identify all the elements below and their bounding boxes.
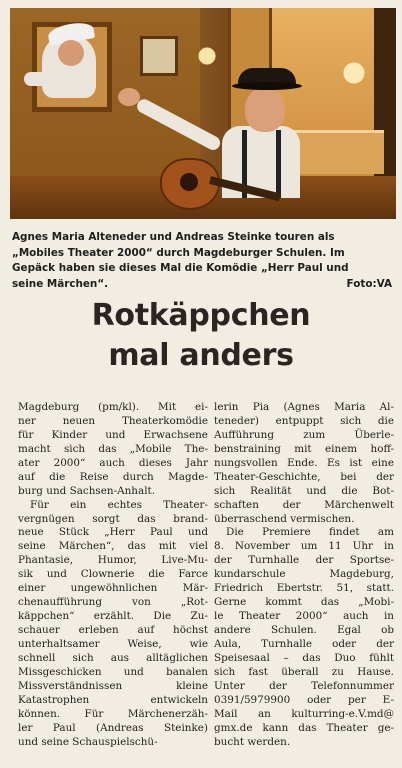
caption-line: „Mobiles Theater 2000“ durch Magdeburger Schulen. Im — [12, 246, 345, 259]
article-word: Reise — [79, 470, 109, 483]
article-line: bucht werden. — [214, 735, 291, 748]
article-word: Speisesaal — [214, 651, 270, 664]
photo-suspender — [276, 130, 281, 198]
article-word: ei- — [195, 401, 208, 413]
article-word: echtes — [107, 498, 142, 511]
article-word: ater — [18, 456, 40, 469]
article-word: Kinder — [51, 428, 88, 441]
article-word: seine — [18, 540, 46, 553]
article-word: „Herr — [104, 526, 135, 539]
article-word: November — [234, 540, 290, 553]
article-line — [214, 694, 394, 708]
article-word: und — [306, 484, 327, 497]
article-word: ob — [381, 624, 394, 636]
article-word: kommt — [265, 596, 302, 609]
article-word: Ebertstr. — [276, 582, 323, 595]
article-line — [18, 499, 208, 513]
article-word: das — [320, 596, 340, 609]
article-word: (pm/kl). — [98, 401, 140, 413]
article-word: macht — [18, 442, 51, 455]
article-word: Hause. — [357, 665, 394, 678]
article-word: Die — [153, 610, 172, 623]
headline — [0, 296, 402, 376]
article-word: das — [127, 540, 146, 553]
article-word: Theater — [239, 610, 281, 623]
article-word: Turnhalle — [248, 554, 300, 567]
article-word: Stück — [58, 526, 90, 539]
article-word: Missverständnissen — [18, 679, 123, 692]
article-word: die — [148, 568, 165, 581]
article-word: erleben — [78, 624, 119, 636]
article-word: Mit — [158, 401, 177, 413]
caption-line: Gepäck haben sie dieses Mal die Komödie „Herr Paul und — [12, 262, 349, 274]
article-word: die — [377, 414, 394, 427]
article-word: Weise, — [127, 637, 162, 650]
article-word: der — [282, 498, 301, 511]
photo-actor-arm — [24, 72, 70, 86]
article-word: kundarschule — [214, 568, 286, 581]
article-word: andere — [214, 624, 251, 636]
article-line — [18, 624, 208, 638]
article-line — [214, 485, 394, 499]
article-word: (Agnes — [283, 401, 320, 413]
article-word: findet — [329, 526, 360, 539]
article-word: alltäglichen — [146, 651, 208, 664]
article-word: auf — [137, 624, 155, 636]
article-line: überraschend vermischen. — [214, 512, 355, 525]
article-word: der — [269, 679, 287, 692]
article-word: Schulen. — [271, 624, 317, 636]
article-line — [18, 568, 208, 582]
article-word: Theaterkomödie — [121, 414, 208, 427]
article-line — [18, 638, 208, 652]
article-word: (Andreas — [96, 721, 144, 734]
article-word: um — [300, 540, 318, 553]
article-word: oder — [332, 637, 357, 650]
article-word: auch — [99, 456, 125, 469]
article-word: Theater — [326, 721, 368, 734]
article-word: kann — [262, 721, 289, 734]
photo-actor-face — [245, 88, 285, 132]
article-word: Aufführung — [214, 428, 274, 441]
article-word: überall — [281, 665, 319, 678]
article-word: unterhaltsamer — [18, 637, 100, 650]
article-photo — [10, 8, 396, 219]
article-word: brand- — [173, 512, 208, 525]
article-word: dieses — [138, 456, 172, 469]
article-line — [18, 401, 208, 415]
article-line — [18, 429, 208, 443]
article-word: Märchenerzäh- — [127, 707, 208, 720]
article-line — [18, 443, 208, 457]
caption-last-line — [12, 277, 392, 293]
article-word: benstraining — [214, 442, 281, 455]
article-word: per — [348, 693, 366, 706]
article-word: Theater-Geschichte, — [214, 470, 321, 483]
article-word: 11 — [328, 540, 342, 553]
article-word: Für — [84, 707, 104, 720]
article-line — [18, 415, 208, 429]
article-word: Uhr — [352, 540, 373, 553]
article-word: erzählt. — [93, 610, 135, 623]
article-word: der — [315, 554, 334, 567]
article-word: durch — [122, 470, 154, 483]
article-word: statt. — [366, 582, 394, 595]
article-word: „Mobile — [129, 442, 172, 455]
article-word: und — [105, 428, 126, 441]
article-word: der — [214, 554, 232, 567]
article-word: sich — [72, 651, 94, 664]
article-line — [214, 443, 394, 457]
article-line — [18, 680, 208, 694]
article-word: Magdeburg — [18, 401, 80, 413]
article-line: und seine Schauspielschü- — [18, 735, 158, 748]
article-word: wie — [189, 637, 208, 650]
article-word: fühlt — [369, 651, 394, 664]
article-line — [214, 582, 394, 596]
photo-actor-hand — [118, 88, 140, 106]
article-line — [18, 457, 208, 471]
article-word: das — [298, 721, 317, 734]
article-word: mit — [294, 442, 312, 455]
article-line — [214, 568, 394, 582]
article-word: in — [383, 610, 394, 623]
article-word: Märchen“, — [58, 540, 115, 553]
article-word: 2000“ — [53, 456, 86, 469]
article-word: gmx.de — [214, 721, 253, 734]
article-word: schnell — [18, 651, 56, 664]
article-word: Egal — [337, 624, 361, 636]
article-word: Live-Mu- — [161, 554, 208, 567]
article-line — [18, 526, 208, 540]
article-line — [214, 638, 394, 652]
article-word: hoff- — [370, 442, 394, 455]
article-word: ner — [18, 414, 36, 427]
article-word: 8. — [214, 540, 224, 553]
article-word: Gerne — [214, 596, 247, 609]
photo-flower — [340, 58, 368, 108]
article-word: Phantasie, — [18, 554, 74, 567]
article-word: Farce — [178, 568, 208, 581]
article-word: auf — [18, 470, 35, 483]
article-line: burg und Sachsen-Anhalt. — [18, 484, 155, 497]
article-line — [214, 457, 394, 471]
article-line — [214, 415, 394, 429]
article-line — [18, 471, 208, 485]
article-line — [18, 582, 208, 596]
article-word: E- — [382, 693, 394, 706]
article-line — [214, 401, 394, 415]
article-line — [214, 499, 394, 513]
article-line — [214, 540, 394, 554]
article-word: banalen — [166, 665, 208, 678]
article-word: sich — [214, 484, 236, 497]
headline-line: Rotkäppchen — [91, 298, 311, 333]
article-word: 0391/5979900 — [214, 693, 291, 706]
article-word: von — [132, 596, 151, 609]
article-word: vergnügen — [18, 512, 75, 525]
article-word: Duo — [334, 651, 356, 664]
article-word: Paul — [52, 721, 76, 734]
article-line — [18, 666, 208, 680]
article-word: das — [137, 512, 156, 525]
article-word: Unter — [214, 679, 245, 692]
article-word: ungewöhnlichen — [70, 582, 158, 595]
article-word: Mär- — [182, 582, 208, 595]
photo-flower — [196, 44, 218, 84]
article-line — [214, 624, 394, 638]
article-word: Überle- — [354, 428, 394, 441]
article-word: neuen — [62, 414, 96, 427]
article-word: sich — [63, 442, 86, 455]
article-line — [214, 471, 394, 485]
article-word: in — [383, 540, 394, 553]
article-word: eine — [371, 456, 394, 469]
article-word: höchst — [173, 624, 208, 636]
article-line — [214, 680, 394, 694]
article-line — [214, 708, 394, 722]
article-line — [18, 513, 208, 527]
article-word: ist — [349, 456, 363, 469]
article-word: für — [18, 428, 34, 441]
article-word: ein — [70, 498, 87, 511]
article-word: oder — [307, 693, 332, 706]
article-word: und — [46, 568, 67, 581]
article-word: kleine — [176, 679, 208, 692]
article-word: Bot- — [372, 484, 394, 497]
article-line — [214, 554, 394, 568]
article-word: Realität — [250, 484, 292, 497]
article-word: Turnhalle — [261, 637, 313, 650]
article-word: Missgeschicken — [18, 665, 102, 678]
article-word: und — [187, 526, 208, 539]
article-word: entpuppt — [275, 414, 324, 427]
article-line — [214, 429, 394, 443]
article-line — [18, 708, 208, 722]
article-line — [18, 596, 208, 610]
article-word: viel — [189, 540, 208, 553]
article-word: Aula, — [214, 637, 242, 650]
article-word: „Mobi- — [358, 596, 394, 609]
article-line — [214, 652, 394, 666]
article-word: auch — [343, 610, 369, 623]
article-word: Märchenwelt — [324, 498, 394, 511]
article-word: 51, — [336, 582, 354, 595]
article-word: chenaufführung — [18, 596, 103, 609]
article-word: Es — [326, 456, 340, 469]
article-word: neue — [18, 526, 44, 539]
article-word: die — [341, 484, 358, 497]
article-word: The- — [184, 442, 208, 455]
article-column-right — [214, 401, 394, 749]
article-word: das — [302, 651, 321, 664]
article-word: Für — [30, 498, 49, 511]
article-word: teneder) — [214, 414, 259, 427]
article-column-left — [18, 401, 208, 749]
photo-clock — [140, 36, 178, 76]
article-line — [214, 610, 394, 624]
photo-table — [292, 130, 384, 174]
article-word: Premiere — [262, 526, 311, 539]
article-word: aus — [110, 651, 129, 664]
article-word: zu — [331, 665, 344, 678]
article-word: sich — [340, 414, 362, 427]
article-word: Telefonnummer — [311, 679, 394, 692]
article-word: die — [49, 470, 66, 483]
article-word: sorgt — [92, 512, 120, 525]
article-word: Humor, — [97, 554, 137, 567]
article-word: nungsvollen — [214, 456, 278, 469]
article-word: bei — [340, 470, 357, 483]
article-line — [18, 610, 208, 624]
article-word: Zu- — [190, 610, 208, 623]
article-word: am — [377, 526, 394, 539]
photo-actor-face — [58, 40, 84, 66]
article-word: das — [98, 442, 117, 455]
article-word: ler — [18, 721, 33, 734]
article-word: ge- — [377, 721, 394, 734]
article-word: schaften — [214, 498, 259, 511]
caption-line: Agnes Maria Alteneder und Andreas Steinke touren als — [12, 231, 335, 243]
article-line — [18, 652, 208, 666]
article-word: Katastrophen — [18, 693, 90, 706]
article-line — [18, 722, 208, 736]
article-word: Pia — [252, 401, 270, 413]
article-word: Steinke) — [164, 721, 208, 734]
article-word: zum — [303, 428, 326, 441]
article-word: – — [283, 651, 289, 664]
article-word: können. — [18, 707, 61, 720]
article-word: Magde- — [168, 470, 208, 483]
article-word: einer — [18, 582, 46, 595]
article-word: Sportse- — [349, 554, 394, 567]
article-word: Erwachsene — [143, 428, 208, 441]
article-line — [214, 722, 394, 736]
article-word: sich — [214, 665, 236, 678]
article-word: der — [376, 637, 394, 650]
article-word: Magdeburg, — [329, 568, 394, 581]
article-word: Al- — [379, 401, 394, 413]
article-word: Friedrich — [214, 582, 264, 595]
article-word: der — [376, 470, 394, 483]
article-line — [18, 540, 208, 554]
article-word: „Rot- — [180, 596, 208, 609]
article-word: Mail — [214, 707, 238, 720]
article-word: Ende. — [287, 456, 318, 469]
article-word: Jahr — [185, 456, 208, 469]
photo-actor-hat-brim — [232, 82, 302, 90]
article-word: lerin — [214, 401, 239, 413]
photo-credit: Foto:VA — [346, 277, 392, 290]
headline-line: mal anders — [108, 338, 294, 373]
article-word: entwickeln — [150, 693, 208, 706]
article-word: le — [214, 610, 224, 623]
article-word: Clownerie — [80, 568, 135, 581]
article-word: einem — [324, 442, 358, 455]
article-word: sik — [18, 568, 33, 581]
caption-line: seine Märchen“. — [12, 277, 109, 290]
article-word: käppchen“ — [18, 610, 75, 623]
article-word: an — [257, 707, 271, 720]
article-word: Paul — [149, 526, 173, 539]
article-word: kulturring-e.V.md@ — [291, 707, 394, 720]
article-word: Maria — [334, 401, 366, 413]
article-word: Theater- — [163, 498, 208, 511]
photo-guitar-hole — [180, 173, 198, 191]
article-line — [214, 596, 394, 610]
article-line — [18, 694, 208, 708]
article-word: und — [123, 665, 144, 678]
article-word: schauer — [18, 624, 60, 636]
article-line — [214, 666, 394, 680]
article-line — [18, 554, 208, 568]
article-word: fast — [248, 665, 268, 678]
photo-caption — [12, 230, 392, 292]
article-word: Die — [226, 526, 244, 539]
article-line — [214, 526, 394, 540]
article-word: mit — [158, 540, 177, 553]
article-word: 2000“ — [295, 610, 328, 623]
